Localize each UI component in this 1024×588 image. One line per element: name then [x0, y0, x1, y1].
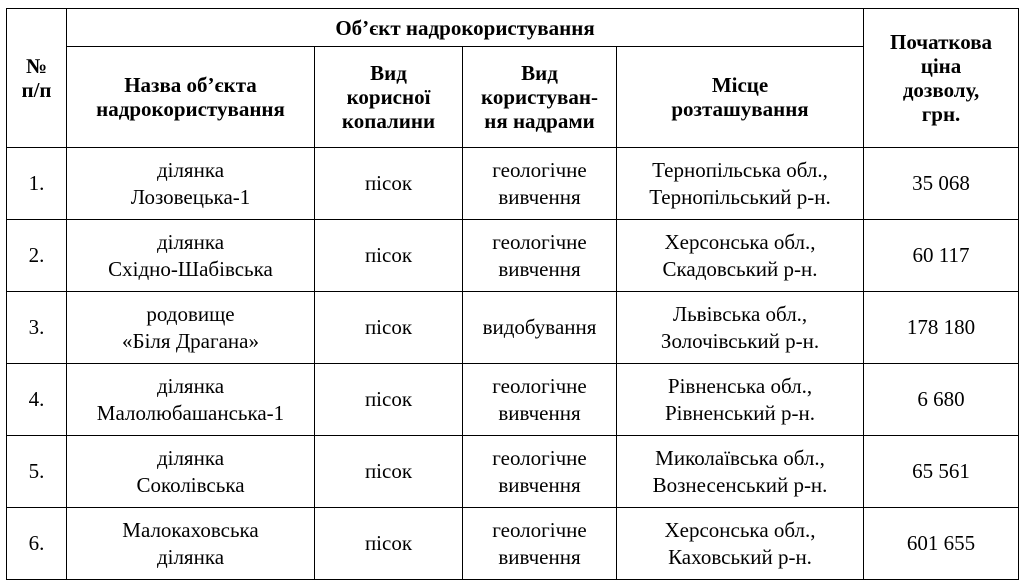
cell-location: Львівська обл., Золочівський р-н.	[617, 292, 864, 364]
cell-price: 601 655	[864, 508, 1019, 580]
table-header	[7, 9, 1019, 148]
cell-usage: геологічне вивчення	[463, 436, 617, 508]
document-page	[6, 8, 1018, 580]
cell-number: 2.	[7, 220, 67, 292]
cell-usage: геологічне вивчення	[463, 220, 617, 292]
cell-object-name: ділянка Малолюбашанська-1	[67, 364, 315, 436]
cell-price: 65 561	[864, 436, 1019, 508]
table-row	[7, 220, 1019, 292]
cell-number: 6.	[7, 508, 67, 580]
header-object-name: Назва об’єкта надрокористування	[67, 47, 315, 148]
header-mineral-type: Вид корисної копалини	[315, 47, 463, 148]
cell-mineral: пісок	[315, 148, 463, 220]
cell-location: Рівненська обл., Рівненський р-н.	[617, 364, 864, 436]
table-row	[7, 364, 1019, 436]
cell-usage: геологічне вивчення	[463, 148, 617, 220]
cell-object-name: Малокаховська ділянка	[67, 508, 315, 580]
table-row	[7, 148, 1019, 220]
cell-location: Херсонська обл., Каховський р-н.	[617, 508, 864, 580]
subsoil-use-table	[6, 8, 1019, 580]
header-location: Місце розташування	[617, 47, 864, 148]
cell-usage: видобування	[463, 292, 617, 364]
cell-mineral: пісок	[315, 508, 463, 580]
cell-object-name: ділянка Соколівська	[67, 436, 315, 508]
table-row	[7, 508, 1019, 580]
header-number: № п/п	[7, 9, 67, 148]
header-usage-type: Вид користуван- ня надрами	[463, 47, 617, 148]
cell-location: Тернопільська обл., Тернопільський р-н.	[617, 148, 864, 220]
cell-object-name: родовище «Біля Драгана»	[67, 292, 315, 364]
cell-price: 60 117	[864, 220, 1019, 292]
cell-number: 1.	[7, 148, 67, 220]
cell-location: Херсонська обл., Скадовський р-н.	[617, 220, 864, 292]
cell-object-name: ділянка Східно-Шабівська	[67, 220, 315, 292]
header-row-top	[7, 9, 1019, 47]
cell-price: 178 180	[864, 292, 1019, 364]
cell-usage: геологічне вивчення	[463, 364, 617, 436]
cell-number: 3.	[7, 292, 67, 364]
cell-mineral: пісок	[315, 436, 463, 508]
cell-object-name: ділянка Лозовецька-1	[67, 148, 315, 220]
cell-usage: геологічне вивчення	[463, 508, 617, 580]
table-body	[7, 148, 1019, 580]
cell-price: 6 680	[864, 364, 1019, 436]
header-initial-price: Початкова ціна дозволу, грн.	[864, 9, 1019, 148]
cell-price: 35 068	[864, 148, 1019, 220]
cell-mineral: пісок	[315, 364, 463, 436]
cell-mineral: пісок	[315, 292, 463, 364]
cell-location: Миколаївська обл., Вознесенський р-н.	[617, 436, 864, 508]
cell-mineral: пісок	[315, 220, 463, 292]
table-row	[7, 436, 1019, 508]
cell-number: 5.	[7, 436, 67, 508]
header-object-group: Об’єкт надрокористування	[67, 9, 864, 47]
cell-number: 4.	[7, 364, 67, 436]
table-row	[7, 292, 1019, 364]
